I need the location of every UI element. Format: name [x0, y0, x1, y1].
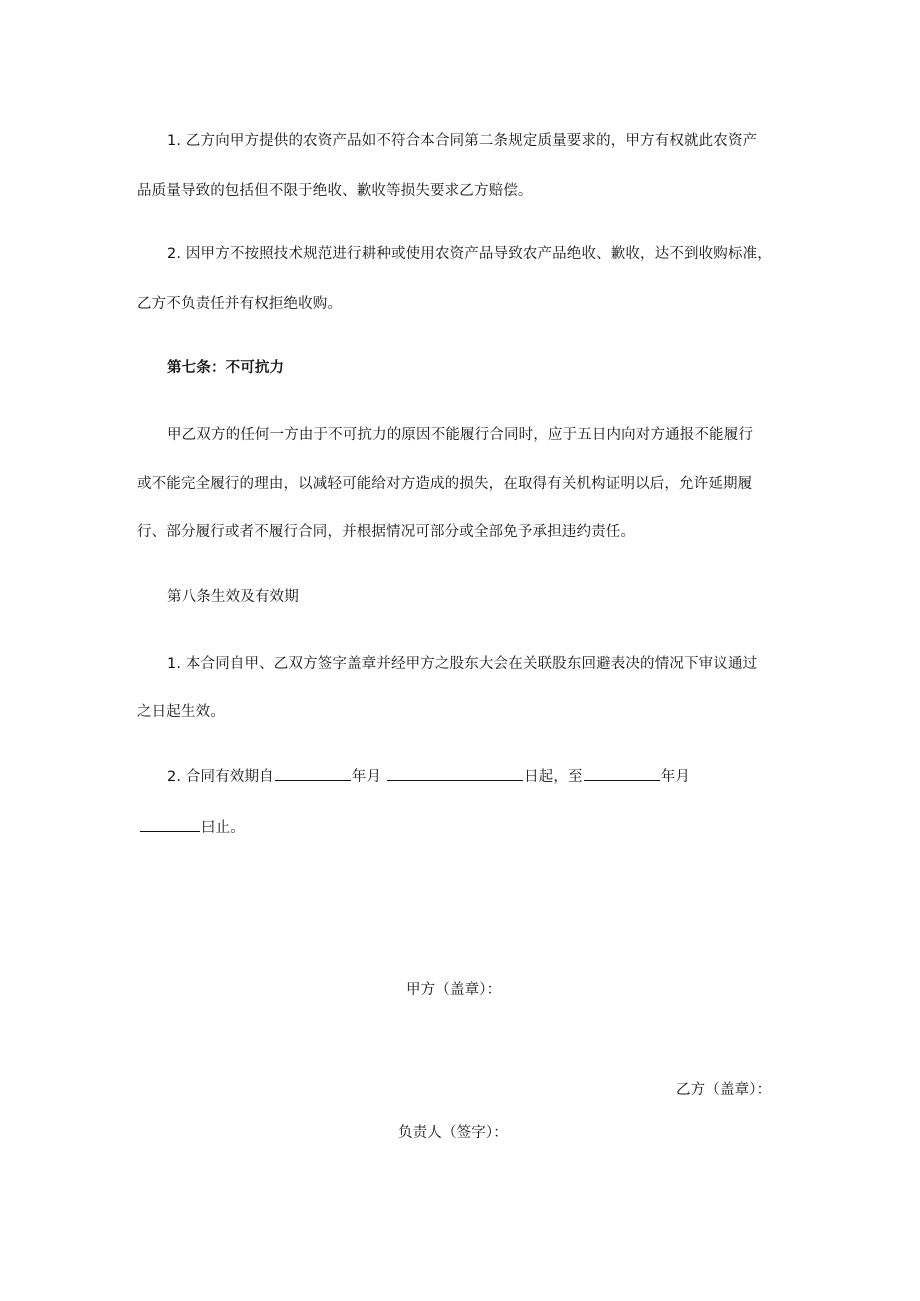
blank-start-day [387, 766, 523, 781]
para1-line1: 1. 乙方向甲方提供的农资产品如不符合本合同第二条规定质量要求的，甲方有权就此农资产 [167, 133, 758, 149]
article8-heading: 第八条生效及有效期 [167, 589, 299, 605]
item2-seg1: 年月 [351, 769, 382, 785]
article8-item2-line2 [139, 817, 245, 838]
article7-line1: 甲乙双方的任何一方由于不可抗力的原因不能履行合同时，应于五日内向对方通报不能履行 [167, 427, 753, 443]
article7-line2: 或不能完全履行的理由，以减轻可能给对方造成的损失，在取得有关机构证明以后，允许延期履 [137, 476, 753, 492]
para1-line2: 品质量导致的包括但不限于绝收、歉收等损失要求乙方赔偿。 [137, 183, 533, 199]
article8-item1-line2: 之日起生效。 [137, 704, 225, 720]
item2-prefix: 2. 合同有效期自 [167, 769, 274, 785]
para2-line2: 乙方不负责任并有权拒绝收购。 [137, 296, 343, 312]
blank-end-day [140, 817, 200, 832]
article8-item1-line1: 1. 本合同自甲、乙双方签字盖章并经甲方之股东大会在关联股东回避表决的情况下审议通过 [167, 656, 758, 672]
blank-end-year [584, 766, 660, 781]
party-b-seal: 乙方（盖章）： [676, 1082, 772, 1098]
item2-seg2: 日起，至 [524, 769, 583, 785]
item2-suffix: 曰止。 [201, 820, 245, 836]
article7-heading: 第七条：不可抗力 [167, 360, 285, 376]
item2-seg3: 年月 [660, 769, 691, 785]
para2-line1: 2. 因甲方不按照技术规范进行耕种或使用农资产品导致农产品绝收、歉收，达不到收购标准， [167, 246, 772, 262]
responsible-signature: 负责人（签字）： [398, 1125, 508, 1141]
party-a-seal: 甲方（盖章）： [406, 982, 502, 998]
blank-start-year [275, 766, 351, 781]
article8-item2-line1 [167, 766, 690, 787]
article7-line3: 行、部分履行或者不履行合同，并根据情况可部分或全部免予承担违约责任。 [137, 524, 636, 540]
